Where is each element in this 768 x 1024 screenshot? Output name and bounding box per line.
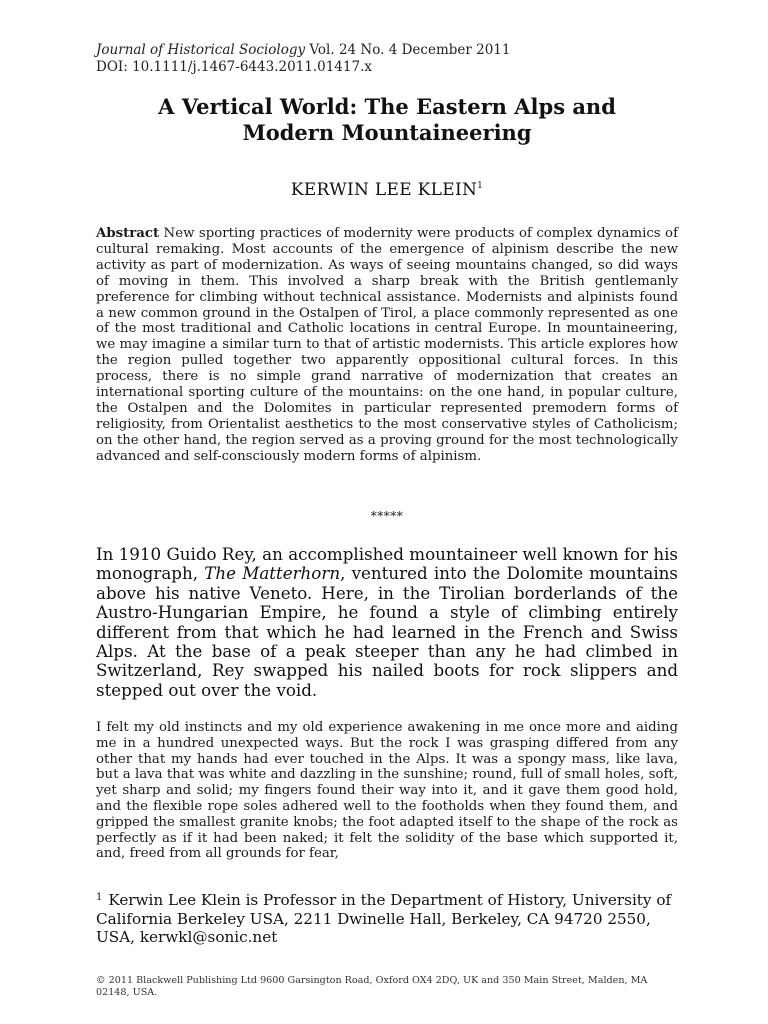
doi: DOI: 10.1111/j.1467-6443.2011.01417.x [96, 59, 372, 75]
title-line-1: A Vertical World: The Eastern Alps and [158, 94, 616, 119]
article-title [96, 94, 678, 146]
journal-name: Journal of Historical Sociology [96, 42, 306, 58]
body-paragraph [96, 545, 678, 700]
abstract-text: New sporting practices of modernity were products of complex dynamics of cultural remaking. Most accounts of the emergence of alpinism describe the new activity as part of modernization. As ways of seeing mountains changed, so did ways of moving in them. This involved a sharp break with the British gentlemanly preference for climbing without technical assistance. Modernists and alpinists found a new common ground in the Ostalpen of Tirol, a place commonly represented as one of the most traditional and Catholic locations in central Europe. In mountaineering, we may imagine a similar turn to that of artistic modernists. This article explores how the region pulled together two apparently oppositional cultural forces. In this process, there is no simple grand narrative of modernization that creates an international sporting culture of the mountains: on the one hand, in popular culture, the Ostalpen and the Dolomites in particular represented premodern forms of religiosity, from Orientalist aesthetics to the most conservative styles of Catholicism; on the other hand, the region served as a proving ground for the most technologically advanced and self-consciously modern forms of alpinism. [96, 226, 678, 464]
section-divider: ***** [370, 509, 404, 523]
journal-issue: Vol. 24 No. 4 December 2011 [305, 42, 511, 58]
journal-citation [96, 42, 511, 59]
body-text-part-2: , ventured into the Dolomite mountains above his native Veneto. Here, in the Tirolian borderlands of the Austro-Hungarian Empire, he found a style of climbing entirely different from that which he had learned in the French and Swiss Alps. At the base of a peak steeper than any he had climbed in Switzerland, Rey swapped his nailed boots for rock slippers and stepped out over the void. [96, 563, 678, 700]
author-footnote-mark: 1 [477, 181, 484, 191]
footnote-text: Kerwin Lee Klein is Professor in the Department of History, University of California Berkeley USA, 2211 Dwinelle Hall, Berkeley, CA 94720 2550, USA, kerwkl@sonic.net [96, 891, 672, 946]
book-title: The Matterhorn [204, 563, 341, 584]
body-text-part-1: In 1910 Guido Rey, an accomplished mountaineer well known for his monograph, [96, 544, 678, 584]
journal-header [96, 42, 511, 76]
title-line-2: Modern Mountaineering [242, 120, 532, 145]
block-quote: I felt my old instincts and my old experience awakening in me once more and aiding me in a hundred unexpected ways. But the rock I was grasping differed from any other that my hands had ever touched in the Alps. It was a spongy mass, like lava, but a lava that was white and dazzling in the sunshine; round, full of small holes, soft, yet sharp and solid; my fingers found their way into it, and it gave them good hold, and the flexible rope soles adhered well to the footholds when they found them, and gripped the smallest granite knobs; the foot adapted itself to the shape of the rock as perfectly as if it had been naked; it felt the solidity of the base which supported it, and, freed from all grounds for fear, [96, 720, 678, 862]
author-line [96, 180, 678, 200]
abstract-label: Abstract [96, 226, 160, 241]
abstract [96, 226, 678, 465]
footnote [96, 889, 678, 947]
author-name: KERWIN LEE KLEIN [290, 180, 478, 200]
footnote-mark: 1 [96, 892, 103, 903]
copyright-notice: © 2011 Blackwell Publishing Ltd 9600 Garsington Road, Oxford OX4 2DQ, UK and 350 Main Street, Malden, MA 02148, USA. [96, 975, 648, 998]
